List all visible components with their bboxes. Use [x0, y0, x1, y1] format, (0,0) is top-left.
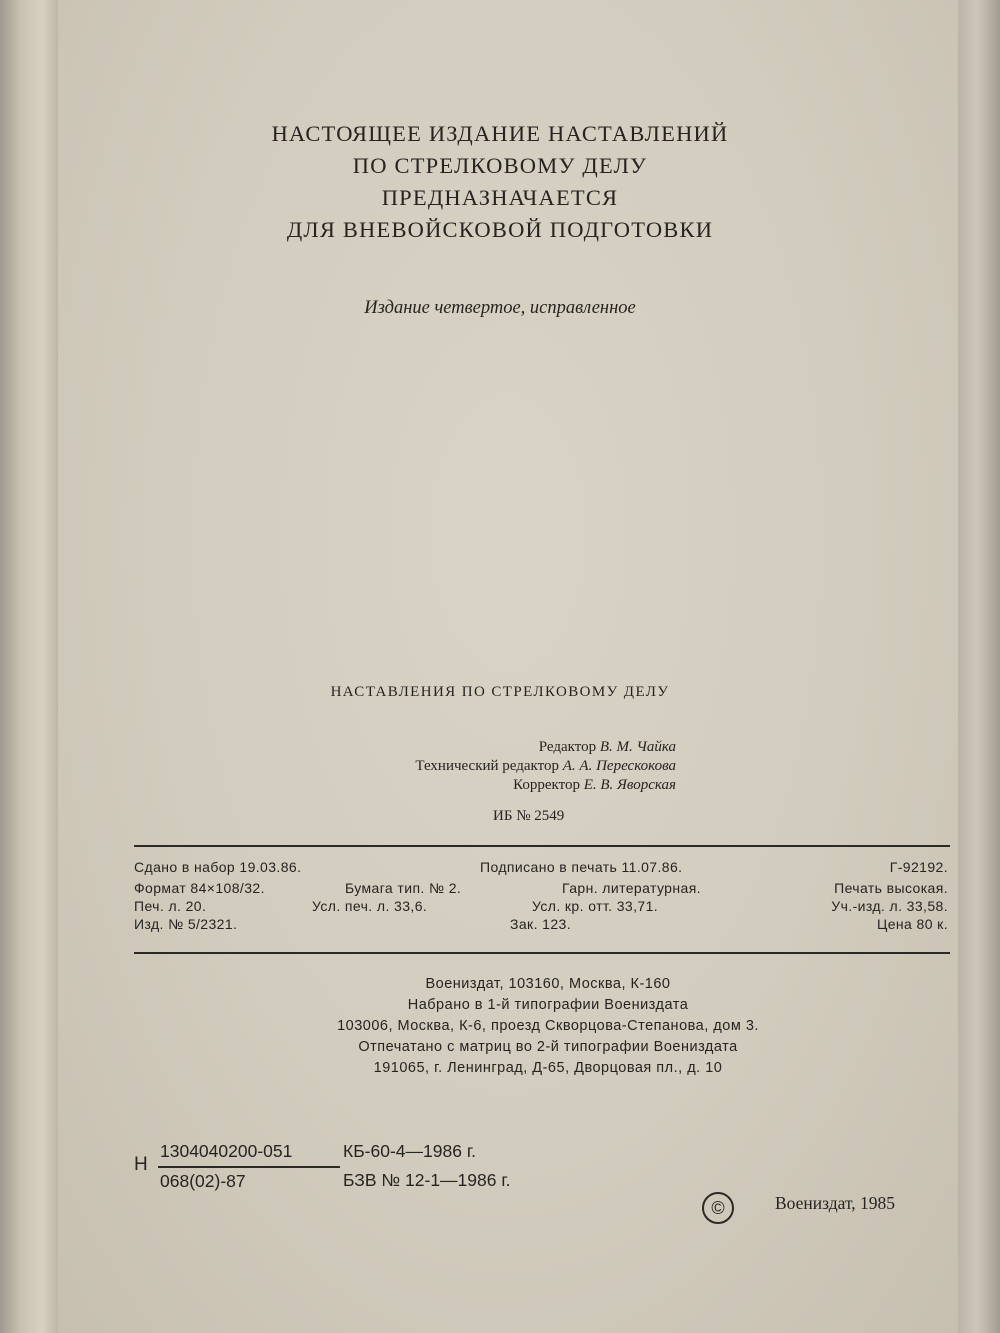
publisher-line-2: Набрано в 1-й типографии Воениздата	[407, 997, 689, 1013]
ib-number: ИБ № 2549	[493, 808, 565, 824]
code-numerator: 1304040200-051	[160, 1141, 293, 1161]
edition-note: Издание четвертое, исправленное	[364, 298, 636, 318]
credit-role: Редактор	[538, 739, 597, 755]
book-title: НАСТАВЛЕНИЯ ПО СТРЕЛКОВОМУ ДЕЛУ	[330, 684, 670, 700]
imprint-r3-c4: Уч.-изд. л. 33,58.	[831, 898, 948, 914]
imprint-top-rule	[134, 845, 950, 847]
dedication-heading	[0, 118, 1000, 246]
publisher-line-5: 191065, г. Ленинград, Д-65, Дворцовая пл., д. 10	[373, 1060, 723, 1076]
imprint-r2-c1: Формат 84×108/32.	[134, 880, 265, 896]
imprint-r1-c2: Подписано в печать 11.07.86.	[480, 859, 683, 875]
credits-block	[415, 738, 676, 795]
credit-editor	[415, 738, 676, 757]
copyright-text: Воениздат, 1985	[775, 1193, 896, 1213]
copyright-icon: ©	[702, 1192, 734, 1224]
credit-role: Технический редактор	[415, 758, 560, 774]
credit-name: А. А. Перескокова	[562, 758, 676, 774]
credit-name: В. М. Чайка	[599, 739, 676, 755]
fraction-bar	[158, 1166, 340, 1168]
heading-line-4: ДЛЯ ВНЕВОЙСКОВОЙ ПОДГОТОВКИ	[286, 217, 714, 242]
imprint-r3-c2: Усл. печ. л. 33,6.	[312, 898, 428, 914]
imprint-r3-c1: Печ. л. 20.	[134, 898, 207, 914]
imprint-r4-c1: Изд. № 5/2321.	[134, 916, 238, 932]
credit-role: Корректор	[513, 777, 580, 793]
publisher-line-4: Отпечатано с матриц во 2-й типографии Воениздата	[358, 1039, 738, 1055]
publisher-line-1: Воениздат, 103160, Москва, К-160	[425, 976, 671, 992]
publisher-line-3: 103006, Москва, К-6, проезд Скворцова-Степанова, дом 3.	[337, 1018, 759, 1034]
imprint-r4-c2: Зак. 123.	[510, 916, 571, 932]
code-letter: Н	[134, 1154, 148, 1175]
publisher-block	[0, 974, 1000, 1079]
code-denominator: 068(02)-87	[160, 1171, 246, 1191]
credit-tech-editor	[415, 757, 676, 776]
credit-proofreader	[415, 776, 676, 795]
code-kb: КБ-60-4—1986 г.	[343, 1141, 476, 1161]
heading-line-2: ПО СТРЕЛКОВОМУ ДЕЛУ	[352, 153, 648, 178]
imprint-r2-c4: Печать высокая.	[834, 880, 948, 896]
imprint-r1-c3: Г-92192.	[889, 859, 948, 875]
code-bzv: БЗВ № 12-1—1986 г.	[343, 1170, 511, 1190]
heading-line-1: НАСТОЯЩЕЕ ИЗДАНИЕ НАСТАВЛЕНИЙ	[271, 121, 729, 146]
imprint-r2-c2: Бумага тип. № 2.	[345, 880, 462, 896]
heading-line-3: ПРЕДНАЗНАЧАЕТСЯ	[381, 185, 619, 210]
credit-name: Е. В. Яворская	[583, 777, 676, 793]
imprint-r4-c3: Цена 80 к.	[876, 916, 948, 932]
imprint-r1-c1: Сдано в набор 19.03.86.	[134, 859, 302, 875]
imprint-bottom-rule	[134, 952, 950, 954]
imprint-r2-c3: Гарн. литературная.	[562, 880, 701, 896]
imprint-r3-c3: Усл. кр. отт. 33,71.	[532, 898, 659, 914]
